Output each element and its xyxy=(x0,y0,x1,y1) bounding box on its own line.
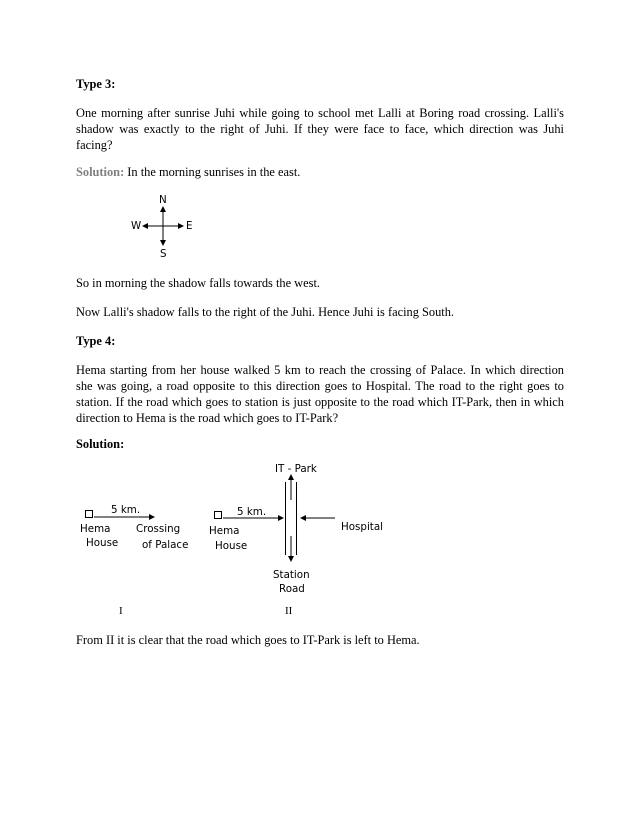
diagram1-house-icon xyxy=(86,511,93,518)
diagram2-it-park-label: IT - Park xyxy=(275,463,317,475)
diagram1-start-line2: House xyxy=(86,537,119,549)
type4-heading: Type 4: xyxy=(76,334,116,348)
type4-question-line-3: station. If the road which goes to station is just opposite to the road which IT-Park, then in which xyxy=(76,395,564,409)
diagram2-station-line1: Station xyxy=(273,569,310,581)
diagram2-hospital-label: Hospital xyxy=(341,521,384,533)
diagram2-numeral: II xyxy=(285,605,293,617)
diagram1-distance-label: 5 km. xyxy=(111,504,141,516)
type3-conclusion: Now Lalli's shadow falls to the right of the Juhi. Hence Juhi is facing South. xyxy=(76,305,455,319)
type4-question-line-1: Hema starting from her house walked 5 km to reach the crossing of Palace. In which direction xyxy=(76,363,564,377)
type3-heading: Type 3: xyxy=(76,77,116,91)
type3-shadow-line: So in morning the shadow falls towards the west. xyxy=(76,276,320,290)
compass-north-label: N xyxy=(159,194,167,206)
type3-solution-label: Solution: xyxy=(76,165,125,179)
type4-conclusion: From II it is clear that the road which goes to IT-Park is left to Hema. xyxy=(76,633,420,647)
diagram1-end-line1: Crossing xyxy=(136,523,181,535)
diagram2-distance-label: 5 km. xyxy=(237,506,267,518)
diagram2-station-line2: Road xyxy=(279,583,305,595)
diagram1-start-line1: Hema xyxy=(80,523,111,535)
type3-question-line-1: One morning after sunrise Juhi while going to school met Lalli at Boring road crossing. Lalli's xyxy=(76,106,564,120)
type4-question-line-2: she was going, a road opposite to this direction goes to Hospital. The road to the right goes to xyxy=(76,379,564,393)
diagram2-start-line1: Hema xyxy=(209,525,240,537)
diagram2-house-icon xyxy=(215,512,222,519)
type3-solution-text: In the morning sunrises in the east. xyxy=(124,165,301,179)
diagram1-end-line2: of Palace xyxy=(142,539,189,551)
compass-west-label: W xyxy=(131,220,142,232)
compass-east-label: E xyxy=(186,220,193,232)
diagram1-numeral: I xyxy=(119,605,123,617)
type4-question-line-4: direction to Hema is the road which goes to IT-Park? xyxy=(76,411,339,425)
diagram2-start-line2: House xyxy=(215,540,248,552)
compass-south-label: S xyxy=(160,248,167,260)
type3-question-line-3: facing? xyxy=(76,138,113,152)
type4-solution-label: Solution: xyxy=(76,437,125,451)
type3-question-line-2: shadow was exactly to the right of Juhi. If they were face to face, which direction was Juhi xyxy=(76,122,564,136)
